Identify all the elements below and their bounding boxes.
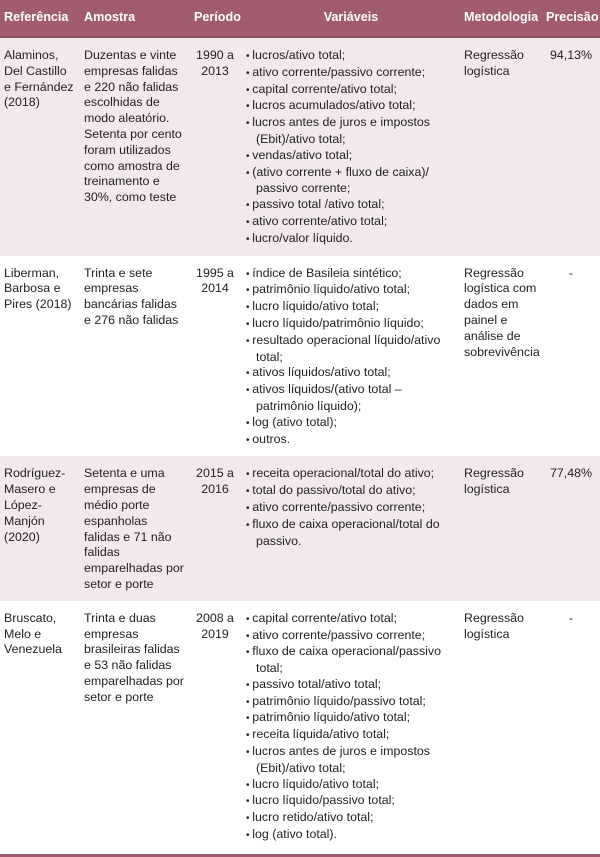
variable-item: • patrimônio líquido/passivo total; — [246, 694, 456, 711]
cell-precisao: - — [568, 265, 574, 280]
variable-item: • lucro líquido/patrimônio líquido; — [246, 316, 456, 333]
variable-item: • lucro líquido/ativo total; — [246, 777, 456, 794]
cell-precisao: - — [568, 610, 574, 625]
variable-item: • vendas/ativo total; — [246, 148, 456, 165]
variable-item: • log (ativo total). — [246, 827, 456, 844]
header-referencia: Referência — [0, 0, 80, 37]
variable-item: • lucro líquido/ativo total; — [246, 299, 456, 316]
cell-amostra: Trinta e sete empresas bancárias falidas e 276 não falidas — [84, 265, 179, 327]
header-variaveis: Variáveis — [242, 0, 460, 37]
variable-item: • lucro líquido/passivo total; — [246, 793, 456, 810]
cell-ref: Alaminos, Del Castillo e Fernández (2018) — [0, 37, 80, 256]
cell-ref: Bruscato, Melo e Venezuela — [4, 610, 62, 657]
variable-item: • outros. — [246, 432, 456, 449]
header-amostra: Amostra — [80, 0, 190, 37]
variable-item: • fluxo de caixa operacional/total do passivo. — [246, 517, 456, 550]
bottom-rule — [0, 854, 600, 857]
cell-periodo: 2015 a 2016 — [190, 456, 242, 600]
header-precisao: Precisão — [542, 0, 600, 37]
cell-metodologia: Regressão logística com dados em painel e análise de sobrevivência — [464, 265, 540, 359]
cell-precisao: 94,13% — [542, 37, 600, 256]
cell-amostra: Duzentas e vinte empresas falidas e 220 não falidas escolhidas de modo aleatório. Setenta por cento foram utilizados como amostra de treinamento e 30%, como teste — [80, 37, 190, 256]
variable-item: • fluxo de caixa operacional/passivo total; — [246, 644, 456, 677]
cell-metodologia: Regressão logística — [460, 37, 542, 256]
variable-item: • ativos líquidos/(ativo total – patrimônio líquido); — [246, 382, 456, 415]
cell-periodo: 2008 a 2019 — [196, 610, 234, 641]
variable-item: • capital corrente/ativo total; — [246, 82, 456, 99]
cell-ref: Liberman, Barbosa e Pires (2018) — [4, 265, 72, 312]
cell-ref: Rodríguez-Masero e López-Manjón (2020) — [0, 456, 80, 600]
table-row — [0, 256, 600, 457]
cell-periodo: 1995 a 2014 — [196, 265, 234, 296]
variables-list — [246, 466, 456, 549]
variable-item: • ativo corrente/passivo corrente; — [246, 65, 456, 82]
cell-metodologia: Regressão logística — [464, 610, 524, 641]
variable-item: • ativos líquidos/ativo total; — [246, 365, 456, 382]
variable-item: • índice de Basileia sintético; — [246, 266, 456, 283]
variables-list — [246, 611, 456, 844]
cell-amostra: Trinta e duas empresas brasileiras falidas e 53 não falidas emparelhadas por setor e porte — [84, 610, 184, 704]
variable-item: • resultado operacional líquido/ativo total; — [246, 333, 456, 366]
variable-item: • ativo corrente/ativo total; — [246, 214, 456, 231]
variable-item: • lucro/valor líquido. — [246, 231, 456, 248]
variable-item: • receita líquida/ativo total; — [246, 727, 456, 744]
variables-list — [246, 48, 456, 248]
variable-item: • log (ativo total); — [246, 415, 456, 432]
variable-item: • passivo total/ativo total; — [246, 677, 456, 694]
variable-item: • receita operacional/total do ativo; — [246, 466, 456, 483]
variables-list — [246, 266, 456, 449]
variable-item: • lucros/ativo total; — [246, 48, 456, 65]
variable-item: • lucros antes de juros e impostos (Ebit)/ativo total; — [246, 115, 456, 148]
variable-item: • patrimônio líquido/ativo total; — [246, 710, 456, 727]
variable-item: • passivo total /ativo total; — [246, 197, 456, 214]
cell-metodologia: Regressão logística — [460, 456, 542, 600]
variable-item: • lucros antes de juros e impostos (Ebit)/ativo total; — [246, 744, 456, 777]
header-row — [0, 0, 600, 37]
cell-variaveis — [242, 37, 460, 256]
table-row — [0, 37, 600, 256]
variable-item: • ativo corrente/passivo corrente; — [246, 500, 456, 517]
header-metodologia: Metodologia — [460, 0, 542, 37]
variable-item: • lucro retido/ativo total; — [246, 810, 456, 827]
variable-item: • total do passivo/total do ativo; — [246, 483, 456, 500]
variable-item: • capital corrente/ativo total; — [246, 611, 456, 628]
table-row — [0, 601, 600, 852]
cell-variaveis — [242, 256, 460, 457]
header-periodo: Período — [190, 0, 242, 37]
cell-precisao: 77,48% — [542, 456, 600, 600]
cell-amostra: Setenta e uma empresas de médio porte espanholas falidas e 71 não falidas emparelhadas por setor e porte — [80, 456, 190, 600]
variable-item: • patrimônio líquido/ativo total; — [246, 282, 456, 299]
variable-item: • (ativo corrente + fluxo de caixa)/ passivo corrente; — [246, 165, 456, 198]
table-row — [0, 456, 600, 600]
variable-item: • ativo corrente/passivo corrente; — [246, 628, 456, 645]
cell-variaveis — [242, 456, 460, 600]
cell-variaveis — [242, 601, 460, 852]
variable-item: • lucros acumulados/ativo total; — [246, 98, 456, 115]
cell-periodo: 1990 a 2013 — [190, 37, 242, 256]
